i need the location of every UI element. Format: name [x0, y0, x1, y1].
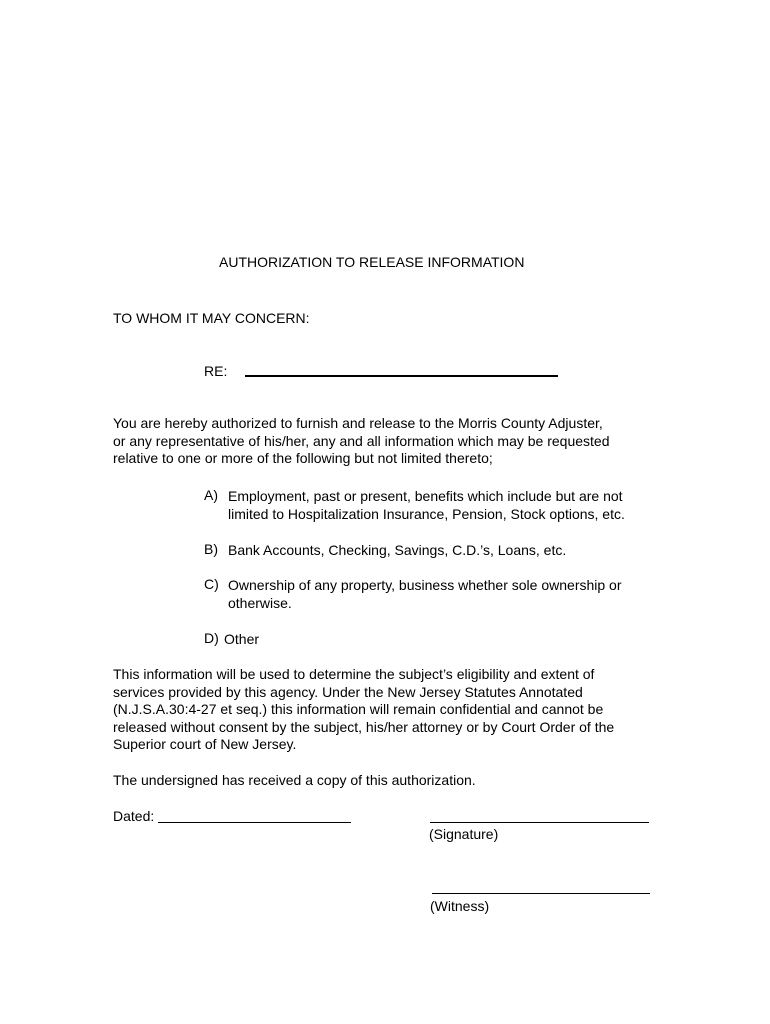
dated-blank-line[interactable] — [158, 822, 351, 823]
document-title: AUTHORIZATION TO RELEASE INFORMATION — [219, 254, 525, 270]
witness-line[interactable] — [432, 893, 650, 894]
item-a-line: Employment, past or present, benefits which include but are not — [228, 488, 623, 504]
item-b-line: Bank Accounts, Checking, Savings, C.D.’s, Loans, etc. — [228, 542, 567, 558]
item-d-line: Other — [224, 631, 260, 647]
re-blank-line[interactable] — [245, 375, 558, 377]
item-b-text — [228, 541, 566, 559]
usage-line: released without consent by the subject, his/her attorney or by Court Order of the — [113, 718, 615, 735]
item-a-label: A) — [204, 487, 218, 503]
witness-label: (Witness) — [430, 898, 490, 914]
dated-label: Dated: — [113, 808, 155, 824]
item-c-label: C) — [204, 576, 219, 592]
re-label: RE: — [204, 363, 228, 379]
salutation: TO WHOM IT MAY CONCERN: — [113, 310, 310, 326]
item-a-text — [228, 487, 625, 523]
intro-line: You are hereby authorized to furnish and release to the Morris County Adjuster, — [113, 415, 603, 431]
usage-line: Superior court of New Jersey. — [113, 736, 297, 753]
usage-paragraph — [113, 666, 614, 754]
item-d-label: D) — [204, 630, 219, 646]
intro-paragraph — [113, 415, 610, 468]
intro-line: relative to one or more of the following but not limited thereto; — [113, 450, 493, 467]
item-c-text — [228, 576, 622, 612]
usage-line: (N.J.S.A.30:4-27 et seq.) this information will remain confidential and cannot be — [113, 701, 604, 718]
signature-label: (Signature) — [429, 826, 499, 842]
usage-line: services provided by this agency. Under the New Jersey Statutes Annotated — [113, 683, 583, 700]
usage-line: This information will be used to determine the subject’s eligibility and extent of — [113, 666, 595, 682]
item-d-text — [224, 630, 259, 648]
item-c-line: otherwise. — [228, 595, 292, 611]
item-a-line: limited to Hospitalization Insurance, Pension, Stock options, etc. — [228, 506, 625, 522]
intro-line: or any representative of his/her, any and all information which may be requested — [113, 432, 610, 449]
signature-line[interactable] — [430, 822, 649, 823]
item-b-label: B) — [204, 541, 218, 557]
acknowledgement-text: The undersigned has received a copy of this authorization. — [113, 772, 476, 788]
item-c-line: Ownership of any property, business whether sole ownership or — [228, 577, 622, 593]
